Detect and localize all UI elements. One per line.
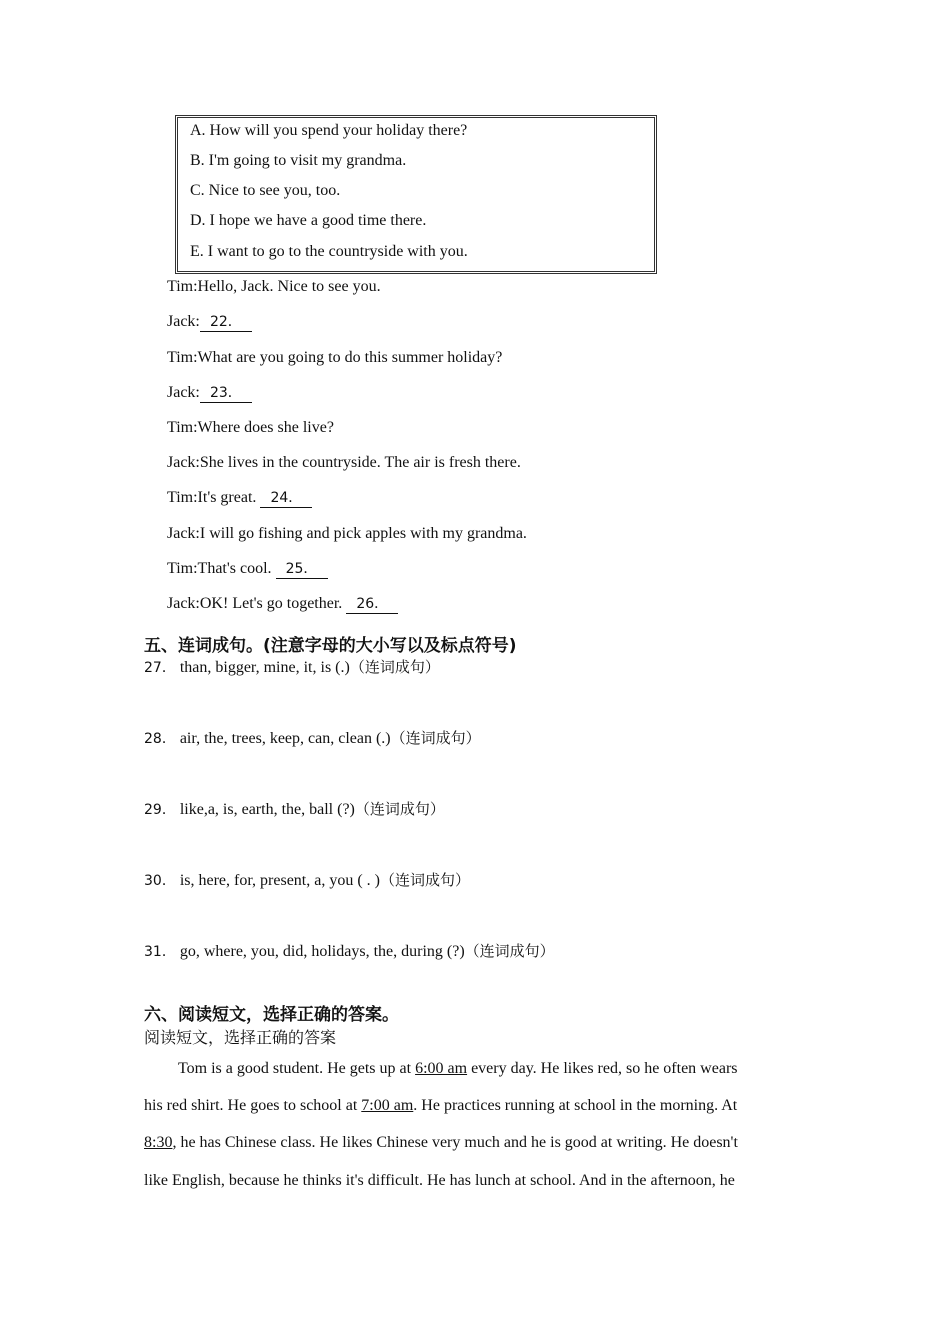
dialogue-line: Tim:Where does she live? — [167, 419, 334, 436]
question-31: 31． go, where, you, did, holidays, the, during (?)（连词成句） — [144, 942, 555, 960]
dialogue-line: Tim:What are you going to do this summer holiday? — [167, 349, 503, 366]
question-28: 28． air, the, trees, keep, can, clean (.)（连词成句） — [144, 729, 481, 747]
time-830: 8:30 — [144, 1134, 173, 1151]
option-b: B. I'm going to visit my grandma. — [190, 152, 407, 169]
option-e: E. I want to go to the countryside with you. — [190, 243, 468, 260]
dialogue-line: Jack:She lives in the countryside. The air is fresh there. — [167, 454, 521, 471]
time-6am: 6:00 am — [415, 1060, 468, 1077]
dialogue-line: Jack: 23． — [167, 384, 252, 403]
dialogue-line: Tim:Hello, Jack. Nice to see you. — [167, 278, 381, 295]
question-30: 30． is, here, for, present, a, you ( . )（连词成句） — [144, 871, 471, 889]
dialogue-line: Jack:OK! Let's go together. 26． — [167, 595, 398, 614]
option-c: C. Nice to see you, too. — [190, 182, 341, 199]
passage-line-1: Tom is a good student. He gets up at 6:00 am every day. He likes red, so he often wears — [178, 1060, 738, 1077]
answer-blank-23[interactable]: 23． — [200, 384, 252, 403]
passage-line-2: his red shirt. He goes to school at 7:00 am. He practices running at school in the morning. At — [144, 1097, 738, 1114]
answer-blank-25[interactable]: 25． — [276, 560, 328, 579]
time-7am: 7:00 am — [361, 1097, 414, 1114]
question-29: 29． like,a, is, earth, the, ball (?)（连词成句） — [144, 800, 445, 818]
passage-line-3: 8:30, he has Chinese class. He likes Chinese very much and he is good at writing. He doesn't — [144, 1134, 738, 1151]
dialogue-line: Tim:It's great. 24． — [167, 489, 312, 508]
answer-blank-22[interactable]: 22． — [200, 313, 252, 332]
section-5-heading: 五、连词成句。(注意字母的大小写以及标点符号) — [144, 636, 517, 656]
section-6-subtitle: 阅读短文，选择正确的答案 — [144, 1028, 337, 1047]
dialogue-line: Jack:I will go fishing and pick apples with my grandma. — [167, 525, 527, 542]
dialogue-line: Tim:That's cool. 25． — [167, 560, 328, 579]
option-a: A. How will you spend your holiday there? — [190, 122, 468, 139]
answer-blank-26[interactable]: 26． — [346, 595, 398, 614]
answer-blank-24[interactable]: 24． — [260, 489, 312, 508]
option-d: D. I hope we have a good time there. — [190, 212, 427, 229]
options-box — [175, 115, 657, 274]
question-27: 27． than, bigger, mine, it, is (.)（连词成句） — [144, 658, 440, 676]
dialogue-line: Jack: 22． — [167, 313, 252, 332]
section-6-heading: 六、阅读短文，选择正确的答案。 — [144, 1005, 399, 1025]
passage-line-4: like English, because he thinks it's difficult. He has lunch at school. And in the afternoon, he — [144, 1172, 735, 1189]
